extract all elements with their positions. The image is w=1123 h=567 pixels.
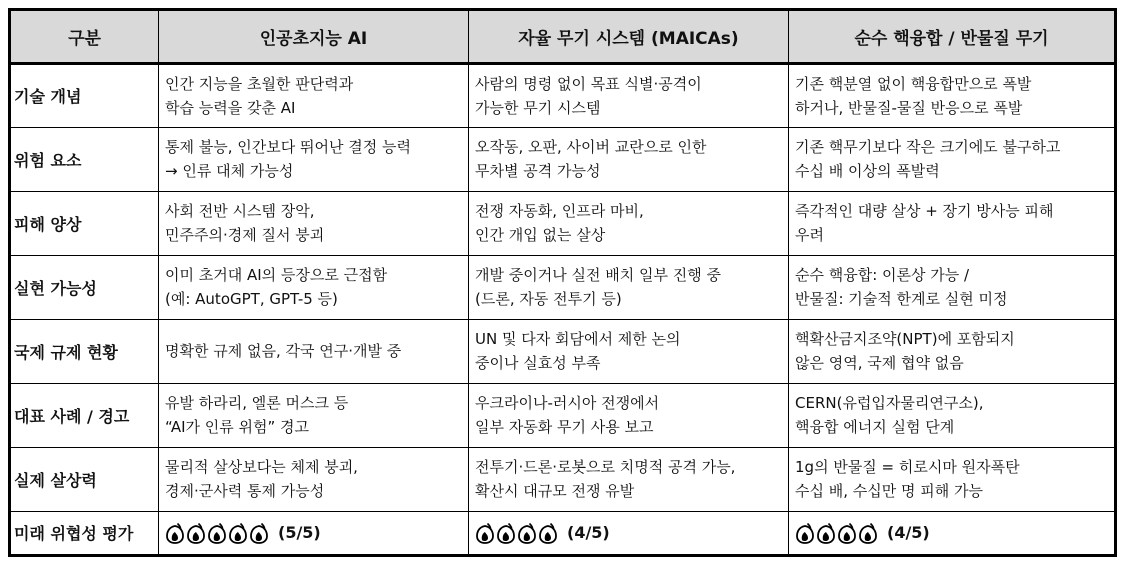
table-cell	[789, 127, 1116, 191]
bomb-icon	[538, 522, 558, 544]
cell-text-line: 사회 전반 시스템 장악,	[165, 202, 315, 221]
cell-text-line: 기존 핵분열 없이 핵융합만으로 폭발	[795, 74, 1032, 93]
cell-text-line: 사람의 명령 없이 목표 식별·공격이	[475, 74, 702, 93]
row-label: 위험 요소	[10, 127, 159, 191]
header-row	[10, 10, 1116, 64]
comparison-table-wrapper	[8, 8, 1114, 557]
rating-score: (4/5)	[887, 523, 930, 543]
cell-text-line: 기존 핵무기보다 작은 크기에도 불구하고	[795, 138, 1061, 157]
header-fusion-antimatter: 순수 핵융합 / 반물질 무기	[789, 10, 1116, 64]
cell-text-line: 민주주의·경제 질서 붕괴	[165, 226, 325, 245]
cell-text-line: 가능한 무기 시스템	[475, 98, 601, 117]
row-label: 피해 양상	[10, 191, 159, 255]
comparison-table	[8, 8, 1117, 557]
row-label: 기술 개념	[10, 64, 159, 128]
cell-text-line: 유발 하라리, 엘론 머스크 등	[165, 394, 349, 413]
bomb-icon	[496, 522, 516, 544]
cell-text-line: “AI가 인류 위험” 경고	[165, 418, 310, 437]
table-cell	[159, 191, 469, 255]
table-cell	[789, 255, 1116, 319]
cell-text-line: 전쟁 자동화, 인프라 마비,	[475, 202, 644, 221]
cell-text-line: 학습 능력을 갖춘 AI	[165, 98, 296, 117]
bomb-icon	[837, 522, 857, 544]
cell-text-line: 무차별 공격 가능성	[475, 162, 601, 181]
cell-text-line: 수십 배, 수십만 명 피해 가능	[795, 482, 983, 501]
table-cell	[159, 319, 469, 383]
bomb-icons	[795, 522, 879, 544]
cell-text-line: 핵확산금지조약(NPT)에 포함되지	[795, 330, 1015, 349]
table-cell	[789, 319, 1116, 383]
cell-text-line: (드론, 자동 전투기 등)	[475, 290, 622, 309]
table-cell	[469, 64, 789, 128]
cell-text-line: CERN(유럽입자물리연구소),	[795, 394, 984, 413]
table-cell	[789, 191, 1116, 255]
header-superintelligent-ai: 인공초지능 AI	[159, 10, 469, 64]
bomb-icon	[795, 522, 815, 544]
table-cell	[789, 383, 1116, 447]
cell-text-line: 중이나 실효성 부족	[475, 354, 601, 373]
table-cell	[159, 383, 469, 447]
table-row	[10, 447, 1116, 511]
cell-text-line: (예: AutoGPT, GPT-5 등)	[165, 290, 338, 309]
table-cell	[469, 255, 789, 319]
table-cell	[469, 127, 789, 191]
cell-text-line: 경제·군사력 통제 가능성	[165, 482, 325, 501]
rating-score: (5/5)	[278, 523, 321, 543]
row-label: 실현 가능성	[10, 255, 159, 319]
table-cell	[469, 191, 789, 255]
cell-text-line: 전투기·드론·로봇으로 치명적 공격 가능,	[475, 458, 736, 477]
cell-text-line: 확산시 대규모 전쟁 유발	[475, 482, 635, 501]
table-cell	[469, 319, 789, 383]
cell-text-line: 개발 중이거나 실전 배치 일부 진행 중	[475, 266, 721, 285]
table-row	[10, 319, 1116, 383]
table-body	[10, 64, 1116, 556]
cell-text-line: 통제 불능, 인간보다 뛰어난 결정 능력	[165, 138, 411, 157]
bomb-icon	[207, 522, 227, 544]
table-cell	[469, 447, 789, 511]
rating-label: 미래 위협성 평가	[10, 511, 159, 555]
cell-text-line: 일부 자동화 무기 사용 보고	[475, 418, 654, 437]
row-label: 국제 규제 현황	[10, 319, 159, 383]
cell-text-line: 물리적 살상보다는 체제 붕괴,	[165, 458, 358, 477]
rating-cell	[159, 511, 469, 555]
bomb-icon	[475, 522, 495, 544]
rating-cell	[469, 511, 789, 555]
table-cell	[159, 447, 469, 511]
header-autonomous-weapons: 자율 무기 시스템 (MAICAs)	[469, 10, 789, 64]
row-label: 실제 살상력	[10, 447, 159, 511]
cell-text-line: 명확한 규제 없음, 각국 연구·개발 중	[165, 342, 402, 361]
cell-text-line: 이미 초거대 AI의 등장으로 근접함	[165, 266, 388, 285]
bomb-icon	[517, 522, 537, 544]
rating-score: (4/5)	[567, 523, 610, 543]
cell-text-line: 우려	[795, 226, 824, 245]
cell-text-line: 순수 핵융합: 이론상 가능 /	[795, 266, 970, 285]
bomb-icon	[228, 522, 248, 544]
table-cell	[789, 64, 1116, 128]
table-row	[10, 191, 1116, 255]
bomb-icon	[249, 522, 269, 544]
cell-text-line: 우크라이나-러시아 전쟁에서	[475, 394, 660, 413]
cell-text-line: 핵융합 에너지 실험 단계	[795, 418, 955, 437]
cell-text-line: 인간 지능을 초월한 판단력과	[165, 74, 354, 93]
table-cell	[159, 127, 469, 191]
table-cell	[159, 255, 469, 319]
cell-text-line: 인간 개입 없는 살상	[475, 226, 606, 245]
rating-row	[10, 511, 1116, 555]
row-label: 대표 사례 / 경고	[10, 383, 159, 447]
table-cell	[159, 64, 469, 128]
bomb-icons	[165, 522, 270, 544]
cell-text-line: → 인류 대체 가능성	[165, 162, 294, 181]
table-cell	[469, 383, 789, 447]
cell-text-line: 1g의 반물질 = 히로시마 원자폭탄	[795, 458, 1020, 477]
bomb-icon	[186, 522, 206, 544]
bomb-icon	[816, 522, 836, 544]
table-cell	[789, 447, 1116, 511]
rating-cell	[789, 511, 1116, 555]
bomb-icon	[858, 522, 878, 544]
cell-text-line: 반물질: 기술적 한계로 실현 미정	[795, 290, 1008, 309]
cell-text-line: UN 및 다자 회담에서 제한 논의	[475, 330, 681, 349]
cell-text-line: 오작동, 오판, 사이버 교란으로 인한	[475, 138, 707, 157]
table-row	[10, 127, 1116, 191]
table-row	[10, 383, 1116, 447]
header-category: 구분	[10, 10, 159, 64]
cell-text-line: 즉각적인 대량 살상 + 장기 방사능 피해	[795, 202, 1054, 221]
bomb-icon	[165, 522, 185, 544]
cell-text-line: 않은 영역, 국제 협약 없음	[795, 354, 964, 373]
cell-text-line: 하거나, 반물질-물질 반응으로 폭발	[795, 98, 1023, 117]
table-row	[10, 255, 1116, 319]
bomb-icons	[475, 522, 559, 544]
cell-text-line: 수십 배 이상의 폭발력	[795, 162, 940, 181]
table-row	[10, 64, 1116, 128]
